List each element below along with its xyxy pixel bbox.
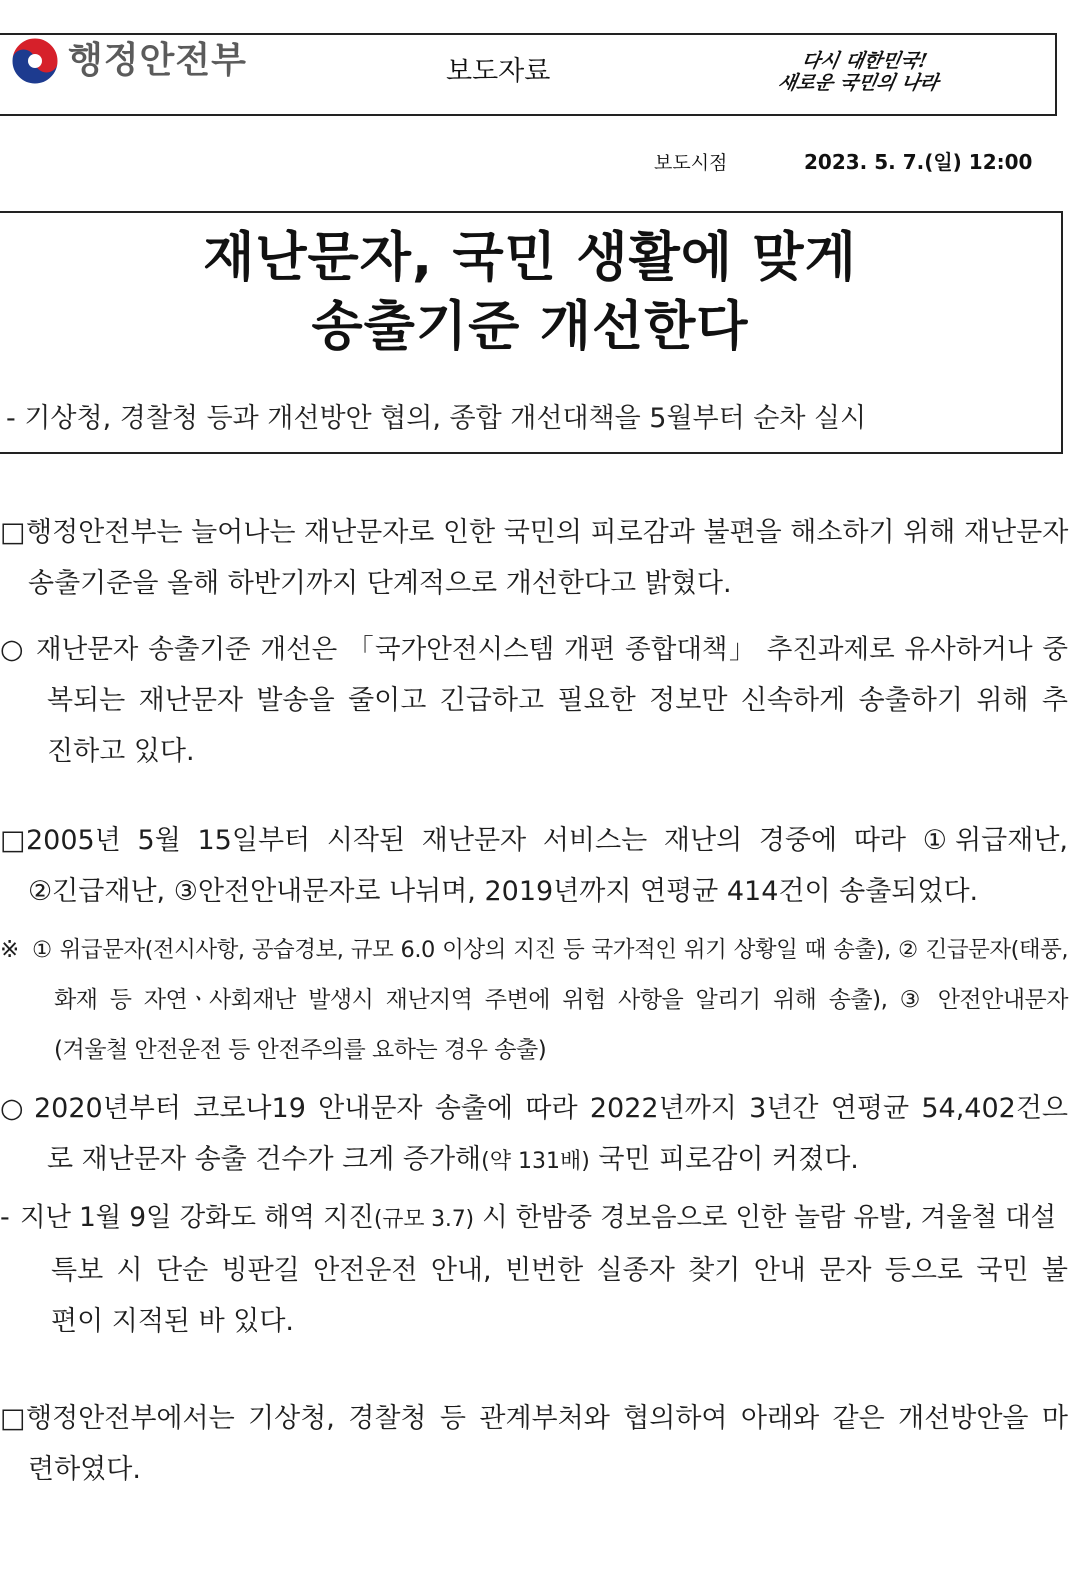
footnote-line: (겨울철 안전운전 등 안전주의를 요하는 경우 송출) [54,1037,547,1063]
slogan-line-1: 다시 대한민국! [800,50,929,72]
paragraph-1 [0,507,1068,609]
headline-line-1: 재난문자, 국민 생활에 맞게 [203,227,857,288]
paragraph-4 [0,1083,1068,1187]
footnote [0,925,1068,1075]
circle-bullet-icon: ○ [0,634,24,665]
slogan-line-2: 새로운 국민의 나라 [776,72,941,94]
square-bullet-icon: □ [0,517,26,548]
text-segment: 지난 1월 9일 강화도 해역 지진 [20,1202,374,1233]
taegeuk-emblem-icon [10,36,60,86]
paragraph-line: ②긴급재난, ③안전안내문자로 나뉘며, 2019년까지 연평균 414건이 송출되었다. [28,876,979,907]
text-segment: 국민 피로감이 커졌다. [589,1144,859,1175]
paragraph-2 [0,624,1068,777]
headline-line-2: 송출기준 개선한다 [311,296,749,357]
parenthetical-note: (규모 3.7) [373,1207,474,1232]
text-segment: 시 한밤중 경보음으로 인한 놀람 유발, 겨울철 대설 [473,1202,1056,1233]
paragraph-line: 특보 시 단순 빙판길 안전운전 안내, 빈번한 실종자 찾기 안내 문자 등으로 국민 불 [51,1255,1068,1286]
paragraph-line [0,1192,1068,1245]
paragraph-line: 재난문자 송출기준 개선은 「국가안전시스템 개편 종합대책」 추진과제로 유사하거나 중 [36,634,1068,665]
footnote-line: ① 위급문자(전시사항, 공습경보, 규모 6.0 이상의 지진 등 국가적인 위기 상황일 때 송출), ② 긴급문자(태풍, [32,937,1068,963]
paragraph-line: 송출기준을 올해 하반기까지 단계적으로 개선한다고 밝혔다. [28,568,732,599]
paragraph-line: 련하였다. [28,1454,141,1485]
document-type: 보도자료 [446,56,551,87]
subheadline: - 기상청, 경찰청 등과 개선방안 협의, 종합 개선대책을 5월부터 순차 실시 [6,403,867,434]
release-time-label: 보도시점 [654,152,728,174]
ministry-logo [10,36,247,86]
paragraph-5 [0,1192,1068,1347]
square-bullet-icon: □ [0,1403,26,1434]
paragraph-line: 2020년부터 코로나19 안내문자 송출에 따라 2022년까지 3년간 연평균 54,402건으 [34,1093,1068,1124]
paragraph-3 [0,815,1068,917]
paragraph-6 [0,1393,1068,1495]
ministry-name: 행정안전부 [68,40,247,81]
paragraph-line: 행정안전부는 늘어나는 재난문자로 인한 국민의 피로감과 불편을 해소하기 위해 재난문자 [26,517,1069,548]
circle-bullet-icon: ○ [0,1093,24,1124]
release-time-value: 2023. 5. 7.(일) 12:00 [804,150,1033,174]
parenthetical-note: (약 131배) [481,1149,590,1174]
paragraph-line: 진하고 있다. [47,736,195,767]
footnote-line: 화재 등 자연ㆍ사회재난 발생시 재난지역 주변에 위험 사항을 알리기 위해 송출), ③ 안전안내문자 [54,987,1068,1013]
paragraph-line: 2005년 5월 15일부터 시작된 재난문자 서비스는 재난의 경중에 따라 ①위급재난, [26,825,1068,856]
paragraph-line: 복되는 재난문자 발송을 줄이고 긴급하고 필요한 정보만 신속하게 송출하기 위해 추 [47,685,1068,716]
slogan [776,50,1004,94]
text-segment: 로 재난문자 송출 건수가 크게 증가해 [47,1144,482,1175]
dash-bullet-icon: - [0,1202,10,1233]
paragraph-line [0,1134,1068,1187]
paragraph-line: 편이 지적된 바 있다. [51,1306,294,1337]
reference-mark-icon: ※ [0,937,19,963]
paragraph-line: 행정안전부에서는 기상청, 경찰청 등 관계부처와 협의하여 아래와 같은 개선방안을 마 [26,1403,1068,1434]
square-bullet-icon: □ [0,825,26,856]
